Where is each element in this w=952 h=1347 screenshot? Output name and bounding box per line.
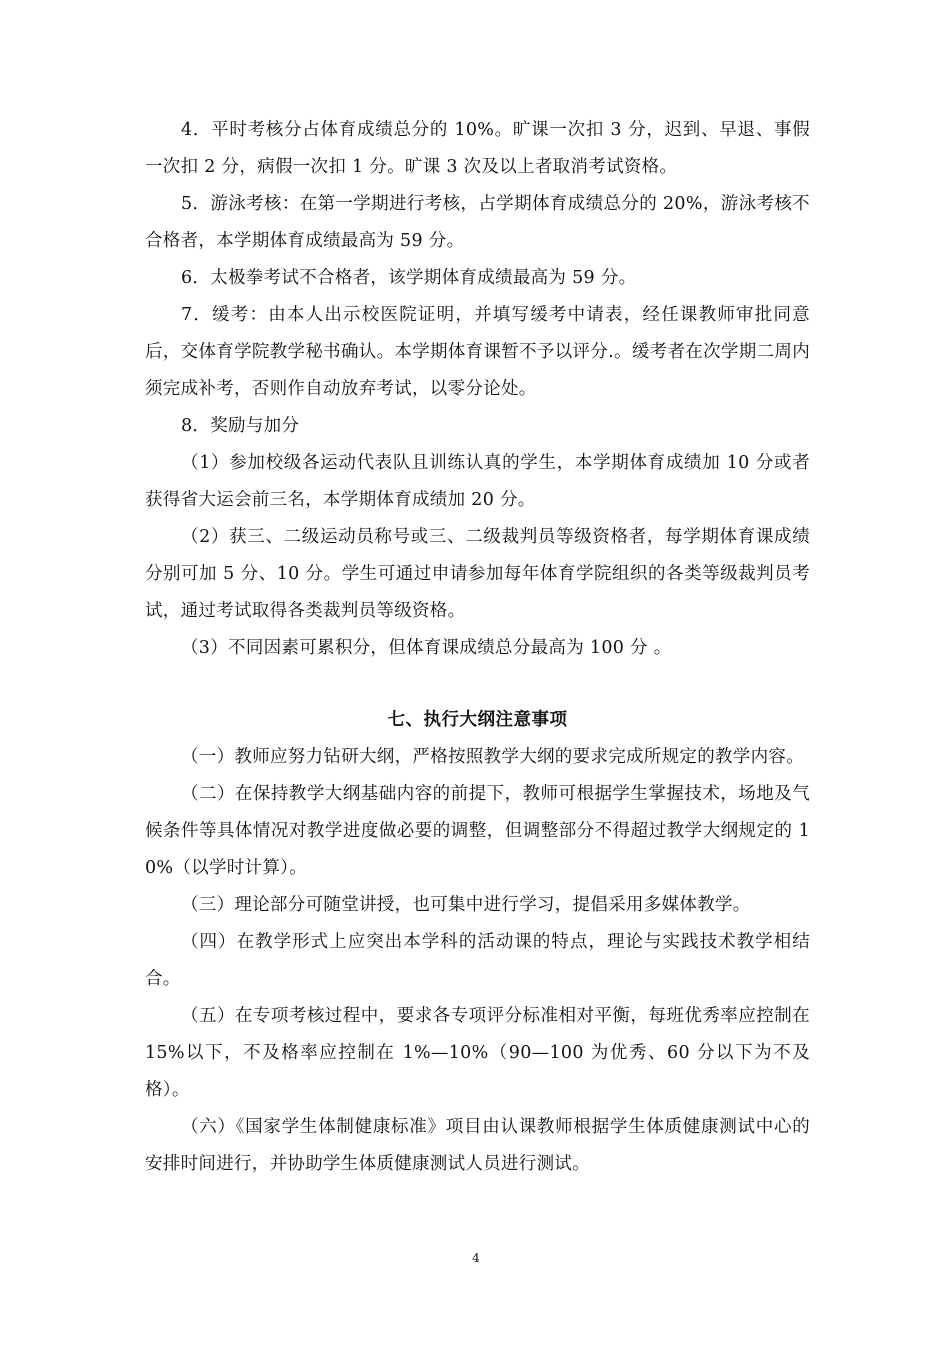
- paragraph-item-7: 7．缓考：由本人出示校医院证明，并填写缓考中请表，经任课教师审批同意后，交体育学院教学秘书确认。本学期体育课暂不予以评分.。缓考者在次学期二周内须完成补考，否则作自动放弃考试，以零分论处。: [145, 305, 810, 399]
- paragraph-note-3: （三）理论部分可随堂讲授，也可集中进行学习，提倡采用多媒体教学。: [181, 895, 751, 915]
- paragraph-item-8: 8．奖励与加分: [181, 416, 300, 436]
- paragraph-item-8-2: （2）获三、二级运动员称号或三、二级裁判员等级资格者，每学期体育课成绩分别可加 5 分、10 分。学生可通过申请参加每年体育学院组织的各类等级裁判员考试，通过考试取得各类裁判员等级资格。: [145, 527, 810, 621]
- section-heading: 七、执行大纲注意事项: [387, 710, 568, 730]
- page-number: 4: [472, 1251, 480, 1265]
- paragraph-note-1: （一）教师应努力钻研大纲，严格按照教学大纲的要求完成所规定的教学内容。: [181, 747, 804, 767]
- paragraph-note-2: （二）在保持教学大纲基础内容的前提下，教师可根据学生掌握技术，场地及气候条件等具体情况对教学进度做必要的调整，但调整部分不得超过教学大纲规定的 10%（以学时计算）。: [145, 784, 810, 878]
- paragraph-item-8-1: （1）参加校级各运动代表队且训练认真的学生，本学期体育成绩加 10 分或者获得省大运会前三名，本学期体育成绩加 20 分。: [145, 453, 810, 510]
- paragraph-item-6: 6．太极拳考试不合格者，该学期体育成绩最高为 59 分。: [181, 268, 637, 288]
- document-body: [145, 112, 810, 1183]
- paragraph-note-5: （五）在专项考核过程中，要求各专项评分标准相对平衡，每班优秀率应控制在 15%以下，不及格率应控制在 1%—10%（90—100 为优秀、60 分以下为不及格）。: [145, 1006, 810, 1100]
- paragraph-item-5: 5．游泳考核：在第一学期进行考核，占学期体育成绩总分的 20%，游泳考核不合格者，本学期体育成绩最高为 59 分。: [145, 194, 810, 251]
- paragraph-note-6: （六）《国家学生体制健康标准》项目由认课教师根据学生体质健康测试中心的安排时间进行，并协助学生体质健康测试人员进行测试。: [145, 1117, 810, 1174]
- paragraph-item-4: 4．平时考核分占体育成绩总分的 10%。旷课一次扣 3 分，迟到、早退、事假一次扣 2 分，病假一次扣 1 分。旷课 3 次及以上者取消考试资格。: [145, 120, 811, 177]
- paragraph-item-8-3: （3）不同因素可累积分，但体育课成绩总分最高为 100 分 。: [181, 638, 672, 658]
- paragraph-note-4: （四）在教学形式上应突出本学科的活动课的特点，理论与实践技术教学相结合。: [145, 932, 810, 989]
